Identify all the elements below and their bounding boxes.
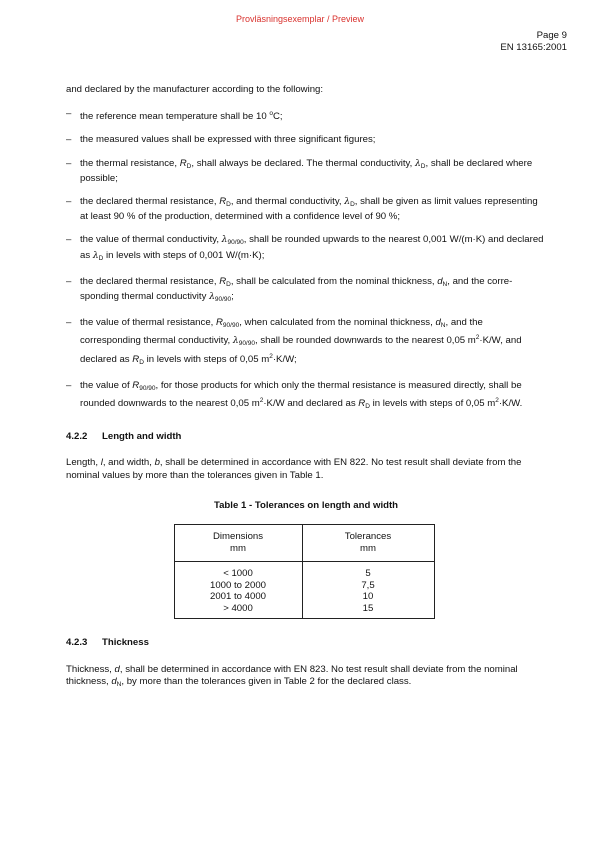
intro-text: and declared by the manufacturer according to the following: (66, 84, 324, 95)
list-item: – the value of thermal conductivity, $\lambda_{90/90}$, shall be rounded upwards to the nearest 0,001 W/(m·K) and declared as $\lambda_D$ in levels with steps of 0,001 W/(m·K); (66, 234, 546, 264)
tolerances-cell: 5 7,5 10 15 (302, 562, 434, 619)
section-heading-thickness: 4.2.3 Thickness (66, 637, 149, 649)
table-caption: Table 1 - Tolerances on length and width (213, 499, 399, 511)
column-header-dimensions: Dimensions mm (174, 525, 302, 562)
preview-watermark: Provläsningsexemplar / Preview (235, 14, 365, 24)
dimensions-cell: < 1000 1000 to 2000 2001 to 4000 > 4000 (174, 562, 302, 619)
list-item: – the measured values shall be expressed with three significant figures; (66, 134, 546, 146)
page-content (66, 84, 546, 691)
list-item: – the value of $R_{90/90}$, for those products for which only the thermal resistance is measured directly, shall be rounded downwards to the nearest 0,05 $m^2\cdot K/W$ and declared as $R_D$ in levels with steps of 0,05 $m^2\cdot K/W$. (66, 380, 546, 413)
standard-reference: EN 13165:2001 (500, 42, 567, 53)
column-header-tolerances: Tolerances mm (302, 525, 434, 562)
thickness-paragraph: Thickness, d, shall be determined in accordance with EN 823. No test result shall deviate from the nominal thickness, $d_N$, by more than the tolerances given in Table 2 for the declared class. (66, 663, 518, 688)
page-number: Page 9 (536, 30, 567, 41)
section-heading-length-width: 4.2.2 Length and width (66, 431, 182, 443)
list-item: – the value of thermal resistance, $R_{90/90}$, when calculated from the nominal thickness, $d_N$, and the corresponding thermal conductivity, $\lambda_{90/90}$, shall be rounded downwards to the nearest 0,05 $m^2\cdot K/W$, and declared as $R_D$ in levels with steps of 0,05 $m^2\cdot K/W$; (66, 317, 546, 369)
tolerance-table (174, 524, 435, 619)
list-item: – the declared thermal resistance, $R_D$, shall be calculated from the nominal thickness, $d_N$, and the corre-sponding thermal conductivity $\lambda_{90/90}$; (66, 276, 546, 306)
list-item: – the declared thermal resistance, $R_D$, and thermal conductivity, $\lambda_D$, shall be given as limit values representing at least 90 % of the production, determined with a confidence level of 90 %; (66, 196, 546, 223)
list-item: – the reference mean temperature shall be 10 $^o$C; (66, 108, 546, 123)
length-width-paragraph: Length, l, and width, b, shall be determined in accordance with EN 822. No test result shall deviate from the nominal values by more than the tolerances given in Table 1. (66, 457, 522, 481)
list-item: – the thermal resistance, $R_D$, shall always be declared. The thermal conductivity, $\lambda_D$, shall be declared where possible; (66, 158, 546, 185)
requirements-list (66, 108, 546, 413)
